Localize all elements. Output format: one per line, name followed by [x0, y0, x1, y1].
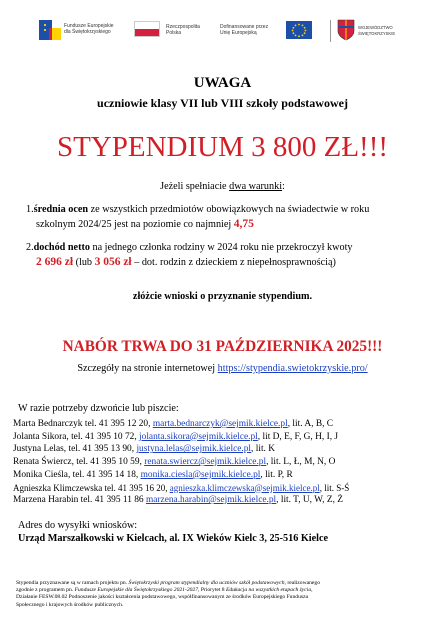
attention-heading: UWAGA	[193, 75, 252, 91]
address-label: Adres do wysyłki wniosków:	[18, 520, 138, 531]
fundusze-europejskie-logo	[36, 18, 132, 44]
logo-divider	[330, 20, 331, 42]
two-conditions-underlined: dwa warunki	[229, 181, 283, 192]
contacts-list	[13, 418, 438, 507]
contact-email-link[interactable]: agnieszka.klimczewska@sejmik.kielce.pl	[169, 482, 320, 493]
condition-1: 1.średnia ocen ze wszystkich przedmiotów obowiązkowych na świadectwie w roku szkolnym 2024/25 jest na poziomie co najmniej 4,75	[26, 204, 370, 231]
contact-row: Jolanta Sikora, tel. 41 395 10 72, jolanta.sikora@sejmik.kielce.pl, lit D, E, F, G, H, I, J	[13, 431, 339, 442]
address-value: Urząd Marszałkowski w Kielcach, al. IX Wieków Kielc 3, 25-516 Kielce	[18, 533, 329, 544]
rp-line1: Rzeczpospolita	[166, 24, 200, 30]
condition-1-number: 1.	[26, 204, 34, 215]
contact-email-link[interactable]: marta.bednarczyk@sejmik.kielce.pl	[152, 419, 288, 429]
conditions-intro: Jeżeli spełniacie dwa warunki:	[160, 181, 285, 192]
address-block	[18, 519, 438, 545]
contact-row: Marta Bednarczyk tel. 41 395 12 20, marta.bednarczyk@sejmik.kielce.pl, lit. A, B, C	[13, 419, 334, 429]
contact-row: Monika Cieśla, tel. 41 395 14 18, monika.ciesla@sejmik.kielce.pl, lit. P, R	[13, 469, 293, 480]
logo-bar	[36, 14, 411, 50]
contact-row: Marzena Harabin tel. 41 395 11 86 marzena.harabin@sejmik.kielce.pl, lit. T, U, W, Z, Ż	[13, 495, 343, 506]
deadline-banner: NABÓR TRWA DO 31 PAŹDZIERNIKA 2025!!!	[62, 338, 383, 355]
rp-line2: Polska	[166, 30, 182, 36]
contact-email-link[interactable]: justyna.lelas@sejmik.kielce.pl	[136, 444, 252, 455]
apply-instruction: złóżcie wnioski o przyznanie stypendium.	[132, 291, 313, 302]
ws-line1: WOJEWÓDZTWO	[358, 25, 393, 30]
scholarship-website-link[interactable]: https://stypendia.swietokrzyskie.pro/	[217, 363, 368, 374]
audience-subheading: uczniowie klasy VII lub VIII szkoły podstawowej	[97, 96, 348, 110]
contacts-intro: W razie potrzeby dzwońcie lub piszcie:	[18, 403, 179, 414]
income-limit: 2 696 zł	[36, 256, 74, 269]
contact-email-link[interactable]: marzena.harabin@sejmik.kielce.pl	[145, 495, 277, 506]
rzeczpospolita-logo	[134, 19, 214, 45]
contact-email-link[interactable]: jolanta.sikora@sejmik.kielce.pl	[139, 431, 258, 442]
contact-row: Justyna Lelas, tel. 41 395 13 90, justyna.lelas@sejmik.kielce.pl, lit. K	[13, 444, 276, 455]
fe-stars-icon	[38, 19, 62, 41]
eu-line1: Dofinansowane przez	[220, 24, 269, 30]
funding-footer: Stypendia przyznawane są w ramach projektu pn. Świętokrzyski program stypendialny dla uczniów szkół podstawowych, realizowanego zgodnie z programem pn. Fundusze Europejskie dla Świętokrzyskiego 2021-2027, Priorytet 8 Edukacja na wszystkich etapach życia, Działanie FESW.08.02 Podnoszenie jakości kształcenia podstawowego, współfinansowanym ze środków Europejskiego Funduszu Społecznego i krajowych środków publicznych.	[16, 580, 320, 608]
headline: STYPENDIUM 3 800 ZŁ!!!	[56, 131, 389, 163]
eu-logo	[218, 19, 326, 45]
details-line: Szczegóły na stronie internetowej https://stypendia.swietokrzyskie.pro/	[77, 363, 368, 374]
grade-threshold: 4,75	[233, 218, 254, 231]
condition-2: 2.dochód netto na jednego członka rodziny w 2024 roku nie przekroczył kwoty 2 696 zł (lub 3 056 zł – dot. rodzin z dzieckiem z niepełnosprawnością)	[26, 242, 353, 269]
contact-row: Agnieszka Klimczewska tel. 41 395 16 20, agnieszka.klimczewska@sejmik.kielce.pl, lit. S-Ś	[13, 482, 350, 493]
income-limit-disability: 3 056 zł	[94, 256, 132, 269]
contact-email-link[interactable]: monika.ciesla@sejmik.kielce.pl	[140, 469, 261, 480]
fe-line1: Fundusze Europejskie	[64, 23, 114, 29]
condition-2-number: 2.	[26, 242, 34, 253]
fe-line2: dla Świętokrzyskiego	[64, 29, 111, 35]
contact-email-link[interactable]: renata.swiercz@sejmik.kielce.pl	[144, 457, 267, 468]
contact-row: Renata Świercz, tel. 41 395 10 59, renata.swiercz@sejmik.kielce.pl, lit. L, Ł, M, N, O	[13, 457, 336, 468]
condition-1-bold: średnia ocen	[33, 204, 89, 215]
eu-line2: Unię Europejską	[220, 30, 257, 36]
ws-line2: ŚWIĘTOKRZYSKIE	[358, 30, 396, 36]
condition-2-bold: dochód netto	[33, 242, 90, 253]
coat-of-arms-icon	[336, 18, 356, 42]
polish-flag-icon	[134, 21, 160, 37]
swietokrzyskie-logo	[336, 17, 412, 47]
eu-flag-icon	[286, 21, 312, 39]
